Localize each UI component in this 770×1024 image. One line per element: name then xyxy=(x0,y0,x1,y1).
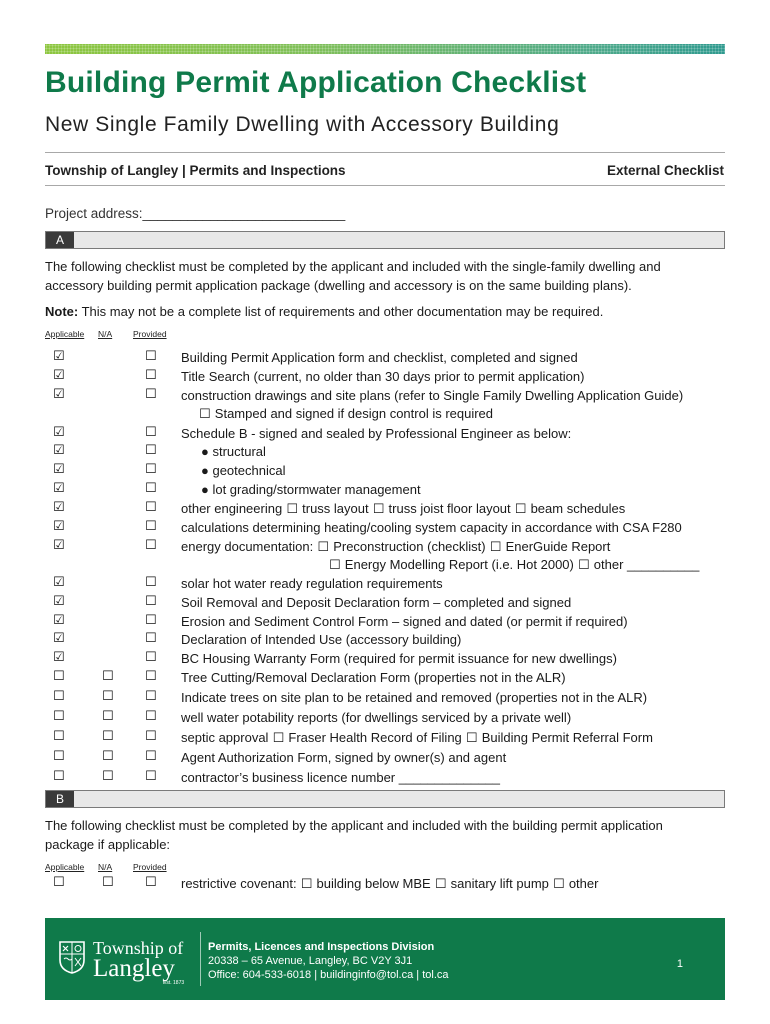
checklist-item xyxy=(181,539,610,555)
checkbox-provided[interactable]: ☐ xyxy=(145,481,157,496)
checklist-item: Building Permit Application form and checklist, completed and signed xyxy=(181,350,578,365)
option-label: other xyxy=(568,876,599,891)
checkbox-na[interactable]: ☐ xyxy=(102,749,114,764)
checklist-item: calculations determining heating/cooling system capacity in accordance with CSA F280 xyxy=(181,520,682,535)
option-label: building below MBE xyxy=(316,876,431,891)
checkbox-applicable[interactable]: ☑ xyxy=(53,594,65,609)
option-label: septic approval xyxy=(181,730,269,745)
checklist-item xyxy=(181,730,653,746)
checklist-item: ● lot grading/stormwater management xyxy=(201,482,421,497)
option-checkbox[interactable]: ☐ xyxy=(282,502,303,517)
checkbox-provided[interactable]: ☐ xyxy=(145,669,157,684)
checkbox-applicable[interactable]: ☐ xyxy=(53,709,65,724)
col-applicable: Applicable xyxy=(45,862,85,872)
checkbox-applicable[interactable]: ☑ xyxy=(53,368,65,383)
checklist-item xyxy=(329,557,699,573)
checkbox-provided[interactable]: ☐ xyxy=(145,575,157,590)
crest-icon xyxy=(59,940,85,974)
logo-established: Est. 1873 xyxy=(163,980,185,986)
checkbox-applicable[interactable]: ☑ xyxy=(53,650,65,665)
logo-text-line2: Langley xyxy=(93,955,175,982)
section-a-intro-line2: accessory building permit application package (dwelling and accessory is on the same building plans). xyxy=(45,278,632,293)
checkbox-applicable[interactable]: ☑ xyxy=(53,500,65,515)
footer-contact xyxy=(208,940,449,982)
checklist-item: Agent Authorization Form, signed by owner(s) and agent xyxy=(181,750,507,765)
checkbox-provided[interactable]: ☐ xyxy=(145,462,157,477)
option-checkbox[interactable]: ☐ xyxy=(368,502,389,517)
checkbox-applicable[interactable]: ☐ xyxy=(53,729,65,744)
checkbox-provided[interactable]: ☐ xyxy=(145,425,157,440)
option-checkbox[interactable]: ☐ xyxy=(199,407,215,422)
checklist-item xyxy=(199,406,493,422)
col-na: N/A xyxy=(98,862,113,872)
checkbox-applicable[interactable]: ☑ xyxy=(53,425,65,440)
checkbox-na[interactable]: ☐ xyxy=(102,709,114,724)
footer-division: Permits, Licences and Inspections Division xyxy=(208,941,435,953)
note-label: Note: xyxy=(45,304,79,319)
checklist-item: ● structural xyxy=(201,444,266,459)
col-na: N/A xyxy=(98,329,113,339)
checkbox-provided[interactable]: ☐ xyxy=(145,729,157,744)
option-checkbox[interactable]: ☐ xyxy=(485,540,506,555)
logo-text-line1: Township of xyxy=(93,938,184,958)
checkbox-applicable[interactable]: ☑ xyxy=(53,387,65,402)
section-b-header xyxy=(45,790,725,808)
option-checkbox[interactable]: ☐ xyxy=(548,877,569,892)
col-provided: Provided xyxy=(133,862,167,872)
checkbox-provided[interactable]: ☐ xyxy=(145,443,157,458)
note-text: This may not be a complete list of requirements and other documentation may be required. xyxy=(78,304,604,319)
option-label: other __________ xyxy=(593,557,700,572)
checkbox-applicable[interactable]: ☑ xyxy=(53,575,65,590)
checklist-item: Declaration of Intended Use (accessory building) xyxy=(181,632,462,647)
option-label: beam schedules xyxy=(530,501,626,516)
township-logo xyxy=(59,936,189,984)
footer-contact-line xyxy=(208,968,449,982)
option-label: Energy Modelling Report (i.e. Hot 2000) xyxy=(344,557,574,572)
section-a-letter: A xyxy=(46,232,74,248)
checkbox-na[interactable]: ☐ xyxy=(102,875,114,890)
checklist-item: contractor’s business licence number ______________ xyxy=(181,770,500,785)
section-b-intro-line2: package if applicable: xyxy=(45,837,171,852)
checkbox-provided[interactable]: ☐ xyxy=(145,519,157,534)
col-provided: Provided xyxy=(133,329,167,339)
section-b-letter: B xyxy=(46,791,74,807)
page-number: 1 xyxy=(676,958,683,970)
footer xyxy=(45,918,725,1000)
checkbox-provided[interactable]: ☐ xyxy=(145,749,157,764)
checkbox-applicable[interactable]: ☐ xyxy=(53,769,65,784)
checklist-item: Indicate trees on site plan to be retained and removed (properties not in the ALR) xyxy=(181,690,648,705)
checkbox-na[interactable]: ☐ xyxy=(102,669,114,684)
checklist-item: Schedule B - signed and sealed by Professional Engineer as below: xyxy=(181,426,572,441)
option-checkbox[interactable]: ☐ xyxy=(296,877,317,892)
checkbox-applicable[interactable]: ☐ xyxy=(53,689,65,704)
checklist-item: construction drawings and site plans (refer to Single Family Dwelling Application Guide) xyxy=(181,388,684,403)
checkbox-applicable[interactable]: ☐ xyxy=(53,875,65,890)
checklist-item: well water potability reports (for dwellings serviced by a private well) xyxy=(181,710,572,725)
section-a-intro xyxy=(45,257,725,295)
footer-address: 20338 – 65 Avenue, Langley, BC V2Y 3J1 xyxy=(208,955,413,967)
option-label: Building Permit Referral Form xyxy=(481,730,653,745)
checkbox-provided[interactable]: ☐ xyxy=(145,613,157,628)
option-label: truss joist floor layout xyxy=(388,501,511,516)
option-label: Stamped and signed if design control is required xyxy=(214,406,494,421)
section-a-header xyxy=(45,231,725,249)
checkbox-provided[interactable]: ☐ xyxy=(145,368,157,383)
checkbox-applicable[interactable]: ☑ xyxy=(53,462,65,477)
checkbox-provided[interactable]: ☐ xyxy=(145,538,157,553)
checkbox-applicable[interactable]: ☑ xyxy=(53,538,65,553)
option-checkbox[interactable]: ☐ xyxy=(461,731,482,746)
checklist-item xyxy=(181,501,625,517)
checkbox-applicable[interactable]: ☑ xyxy=(53,519,65,534)
option-label: EnerGuide Report xyxy=(505,539,611,554)
header-accent-bar xyxy=(45,44,725,54)
section-b-intro xyxy=(45,816,725,854)
option-checkbox[interactable]: ☐ xyxy=(313,540,334,555)
checklist-item: solar hot water ready regulation requirements xyxy=(181,576,443,591)
checkbox-applicable[interactable]: ☑ xyxy=(53,631,65,646)
option-label: sanitary lift pump xyxy=(450,876,549,891)
checkbox-provided[interactable]: ☐ xyxy=(145,689,157,704)
section-a-note xyxy=(45,302,725,321)
checkbox-provided[interactable]: ☐ xyxy=(145,349,157,364)
section-a-intro-line1: The following checklist must be completed by the applicant and included with the single-family dwelling and xyxy=(45,259,661,274)
col-applicable: Applicable xyxy=(45,329,85,339)
option-label: other engineering xyxy=(181,501,283,516)
checkbox-applicable[interactable]: ☐ xyxy=(53,669,65,684)
option-checkbox[interactable]: ☐ xyxy=(430,877,451,892)
option-label: Fraser Health Record of Filing xyxy=(288,730,462,745)
checkbox-na[interactable]: ☐ xyxy=(102,689,114,704)
divider xyxy=(45,185,725,186)
option-label: Preconstruction (checklist) xyxy=(333,539,486,554)
option-label: truss layout xyxy=(302,501,369,516)
option-label: energy documentation: xyxy=(181,539,314,554)
checkbox-provided[interactable]: ☐ xyxy=(145,594,157,609)
checkbox-applicable[interactable]: ☑ xyxy=(53,443,65,458)
checkbox-provided[interactable]: ☐ xyxy=(145,650,157,665)
option-checkbox[interactable]: ☐ xyxy=(268,731,289,746)
checkbox-applicable[interactable]: ☑ xyxy=(53,613,65,628)
option-checkbox[interactable]: ☐ xyxy=(329,558,345,573)
checklist-item: Soil Removal and Deposit Declaration form – completed and signed xyxy=(181,595,572,610)
checklist-item: BC Housing Warranty Form (required for permit issuance for new dwellings) xyxy=(181,651,617,666)
checklist-item: ● geotechnical xyxy=(201,463,286,478)
checklist-type: External Checklist xyxy=(606,163,724,178)
checkbox-applicable[interactable]: ☑ xyxy=(53,349,65,364)
option-checkbox[interactable]: ☐ xyxy=(510,502,531,517)
checkbox-provided[interactable]: ☐ xyxy=(145,500,157,515)
checklist-item: Title Search (current, no older than 30 days prior to permit application) xyxy=(181,369,585,384)
checklist-item: Tree Cutting/Removal Declaration Form (properties not in the ALR) xyxy=(181,670,566,685)
option-label: restrictive covenant: xyxy=(181,876,297,891)
page-title: Building Permit Application Checklist xyxy=(45,66,587,99)
option-checkbox[interactable]: ☐ xyxy=(573,558,594,573)
checkbox-provided[interactable]: ☐ xyxy=(145,875,157,890)
checkbox-provided[interactable]: ☐ xyxy=(145,709,157,724)
checkbox-na[interactable]: ☐ xyxy=(102,729,114,744)
checklist-item-restrictive-covenant xyxy=(181,876,598,892)
checkbox-provided[interactable]: ☐ xyxy=(145,387,157,402)
checkbox-applicable[interactable]: ☐ xyxy=(53,749,65,764)
checkbox-na[interactable]: ☐ xyxy=(102,769,114,784)
checkbox-provided[interactable]: ☐ xyxy=(145,631,157,646)
org-line: Township of Langley | Permits and Inspections xyxy=(45,163,346,178)
project-address-field[interactable]: Project address:___________________________ xyxy=(45,206,346,221)
section-b-intro-line1: The following checklist must be completed by the applicant and included with the building permit application xyxy=(45,818,663,833)
divider xyxy=(45,152,725,153)
checkbox-provided[interactable]: ☐ xyxy=(145,769,157,784)
footer-divider xyxy=(200,932,201,986)
checkbox-applicable[interactable]: ☑ xyxy=(53,481,65,496)
footer-contact-text: Office: 604-533-6018 | buildinginfo@tol.ca | tol.ca xyxy=(208,969,449,981)
checklist-item: Erosion and Sediment Control Form – signed and dated (or permit if required) xyxy=(181,614,628,629)
page-subtitle: New Single Family Dwelling with Accessory Building xyxy=(45,113,560,136)
